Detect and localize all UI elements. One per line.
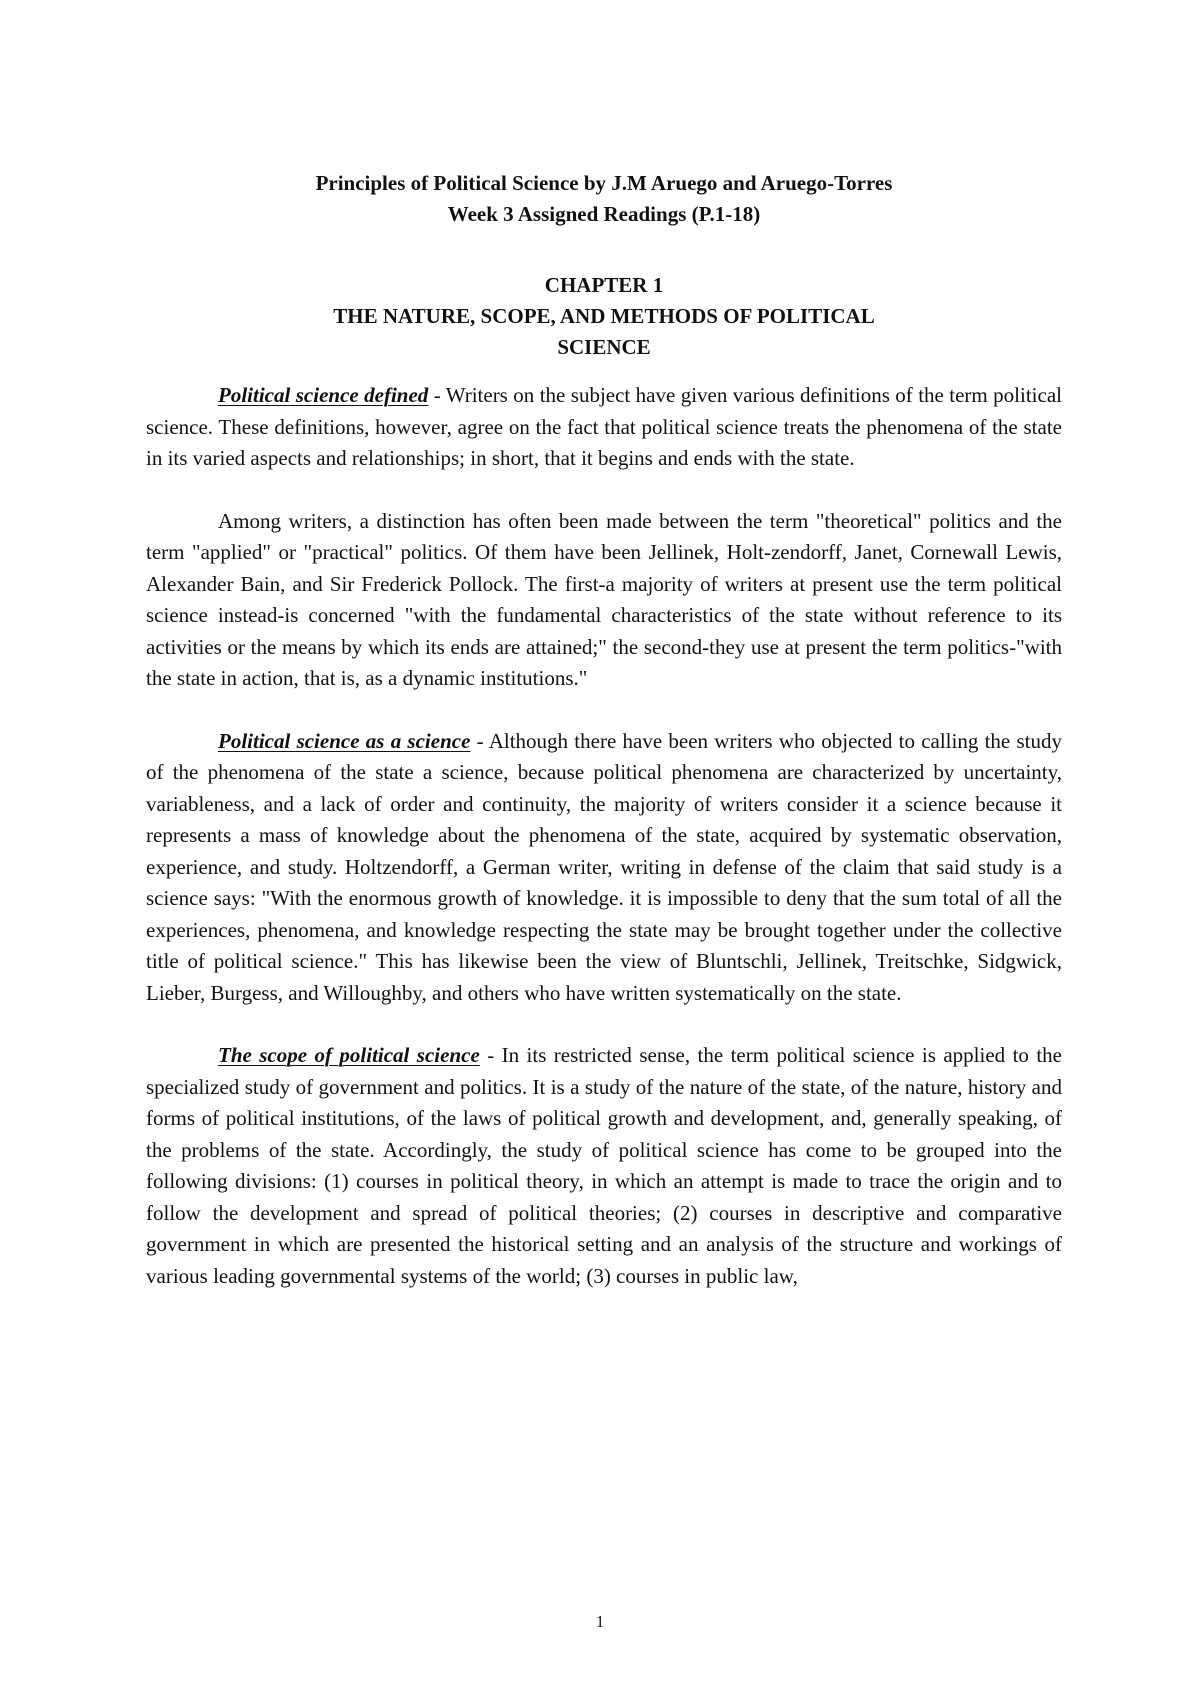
paragraph-definition xyxy=(146,380,1062,475)
paragraph-text: Among writers, a distinction has often been made between the term "theoretical" politics and the term "applied" or "practical" politics. Of them have been Jellinek, Holt-zendorff, Janet, Cornewall Lewis, Alexander Bain, and Sir Frederick Pollock. The first-a majority of writers at present use the term political science instead-is concerned "with the fundamental characteristics of the state without reference to its activities or the means by which its ends are attained;" the second-they use at present the term politics-"with the state in action, that is, as a dynamic institutions." xyxy=(146,508,1062,690)
document-subtitle: Week 3 Assigned Readings (P.1-18) xyxy=(447,202,761,226)
paragraph-distinction xyxy=(146,506,1062,695)
paragraph-lead: Political science as a science xyxy=(218,728,471,753)
paragraph-lead: The scope of political science xyxy=(218,1043,480,1067)
paragraph-text: - In its restricted sense, the term political science is applied to the specialized study of government and politics. It is a study of the nature of the state, of the nature, history and forms of political institutions, of the laws of political growth and development, and, generally speaking, of the problems of the state. Accordingly, the study of political science has come to be grouped into the following divisions: (1) courses in political theory, in which an attempt is made to trace the origin and to follow the development and spread of political theories; (2) courses in descriptive and comparative government in which are presented the historical setting and an analysis of the structure and workings of various leading governmental systems of the world; (3) courses in public law, xyxy=(146,1043,1062,1288)
paragraph-text: - Although there have been writers who objected to calling the study of the phenomena of the state a science, because political phenomena are characterized by uncertainty, variableness, and a lack of order and continuity, the majority of writers consider it a science because it represents a mass of knowledge about the phenomena of the state, acquired by systematic observation, experience, and study. Holtzendorff, a German writer, writing in defense of the claim that said study is a science says: "With the enormous growth of knowledge. it is impossible to deny that the sum total of all the experiences, phenomena, and knowledge respecting the state may be brought together under the collective title of political science." This has likewise been the view of Bluntschli, Jellinek, Treitschke, Sidgwick, Lieber, Burgess, and Willoughby, and others who have written systematically on the state. xyxy=(146,728,1062,1005)
paragraph-as-science xyxy=(146,726,1062,1010)
chapter-title-line1: THE NATURE, SCOPE, AND METHODS OF POLITICAL xyxy=(333,304,875,328)
page-number: 1 xyxy=(595,1612,605,1631)
body-text xyxy=(146,380,1062,1292)
document-page xyxy=(146,168,1062,1292)
paragraph-scope xyxy=(146,1040,1062,1292)
chapter-number: CHAPTER 1 xyxy=(544,273,664,297)
chapter-title-line2: SCIENCE xyxy=(557,335,651,359)
document-title: Principles of Political Science by J.M Aruego and Aruego-Torres xyxy=(315,171,893,195)
paragraph-lead: Political science defined xyxy=(218,383,429,407)
chapter-heading xyxy=(146,270,1062,363)
paragraph-text: - Writers on the subject have given various definitions of the term political science. These definitions, however, agree on the fact that political science treats the phenomena of the state in its varied aspects and relationships; in short, that it begins and ends with the state. xyxy=(146,383,1062,470)
